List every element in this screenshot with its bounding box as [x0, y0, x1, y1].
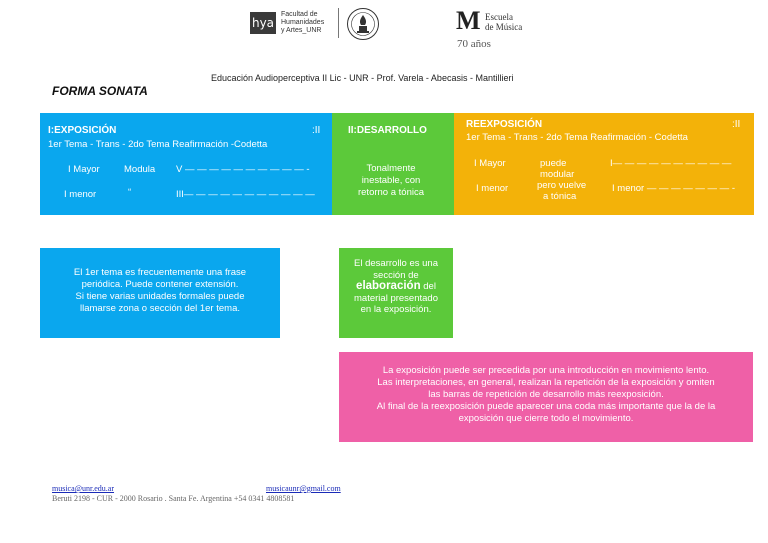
escuela-years: 70 años	[457, 38, 491, 50]
desarrollo-line: inestable, con	[361, 175, 421, 186]
exposicion-ditto: “	[128, 187, 132, 198]
desarrollo-heading: II:DESARROLLO	[348, 125, 427, 136]
hya-logo: hya	[250, 12, 276, 34]
desarrollo-line: retorno a tónica	[357, 187, 424, 198]
exposicion-subheader: 1er Tema - Trans - 2do Tema Reafirmación -Codetta	[48, 139, 268, 150]
desarrollo-description	[332, 163, 450, 199]
note-line: periódica. Puede contener extensión.	[81, 279, 239, 290]
desarrollo-line: Tonalmente	[366, 163, 416, 174]
exposicion-key-major: I Mayor	[68, 164, 100, 175]
note-line: material presentado	[354, 292, 438, 304]
hya-line: Humanidades	[281, 19, 325, 26]
logo-divider	[338, 8, 339, 38]
desarrollo-note	[339, 258, 453, 316]
exposicion-intro-note	[339, 365, 753, 425]
course-line: Educación Audioperceptiva II Lic - UNR - Prof. Varela - Abecasis - Mantillieri	[211, 73, 514, 83]
reexposicion-key-minor: I menor	[476, 183, 509, 194]
exposicion-repeat-sign: :II	[312, 125, 321, 136]
note-line: en la exposición.	[360, 304, 432, 315]
note-line: las barras de repetición de desarrollo más reexposición.	[428, 389, 664, 400]
escuela-logo-letter: M	[456, 6, 481, 35]
hya-line: y Artes_UNR	[281, 27, 322, 34]
note-line: llamarse zona o sección del 1er tema.	[80, 303, 240, 314]
exposicion-dominant-line: V — — — — — — — — — — -	[176, 164, 310, 175]
email-link-musica[interactable]: musica@unr.edu.ar	[52, 484, 115, 493]
reexposicion-heading: REEXPOSICIÓN	[466, 119, 543, 130]
reexposicion-repeat-sign: :II	[732, 119, 741, 130]
note-line: Al final de la reexposición puede aparecer una coda más importante que la de la	[376, 401, 716, 412]
escuela-line: de Música	[485, 22, 523, 32]
footer-address: Beruti 2198 - CUR - 2000 Rosario . Santa Fe. Argentina +54 0341 4808581	[52, 494, 295, 503]
unr-seal-icon	[346, 7, 380, 41]
note-line: Las interpretaciones, en general, realizan la repetición de la exposición y omiten	[377, 377, 715, 388]
escuela-line: Escuela	[485, 12, 513, 22]
reexposicion-mid-line: modular	[540, 169, 575, 180]
reexposicion-mid-line: a tónica	[543, 191, 577, 202]
elaboracion-emphasis: elaboración	[356, 280, 421, 292]
reexposicion-key-major: I Mayor	[474, 158, 506, 169]
note-fragment: del	[420, 281, 436, 292]
note-line: exposición que cierre todo el movimiento.	[458, 413, 634, 424]
hya-line: Facultad de	[281, 11, 318, 18]
reexposicion-mid-line: puede	[540, 158, 567, 169]
note-line: Si tiene varias unidades formales puede	[75, 291, 245, 302]
exposicion-modula: Modula	[124, 164, 156, 175]
reexposicion-subheader: 1er Tema - Trans - 2do Tema Reafirmación - Codetta	[466, 132, 688, 143]
hya-faculty-name	[281, 11, 324, 35]
note-line: El 1er tema es frecuentemente una frase	[73, 267, 247, 278]
note-line: sección de	[373, 269, 419, 281]
exposicion-heading: I:EXPOSICIÓN	[48, 125, 117, 136]
primer-tema-note	[40, 267, 280, 315]
note-line: La exposición puede ser precedida por una introducción en movimiento lento.	[382, 365, 710, 376]
escuela-name	[485, 12, 522, 32]
email-link-musicaunr[interactable]: musicaunr@gmail.com	[266, 484, 341, 493]
exposicion-relative-line: III— — — — — — — — — — —	[176, 189, 315, 200]
reexposicion-tonic-line: I— — — — — — — — — —	[610, 158, 732, 169]
page-title: FORMA SONATA	[52, 84, 148, 98]
reexposicion-mid-line: pero vuelve	[537, 180, 587, 191]
reexposicion-modulation-note	[528, 158, 608, 202]
note-line	[339, 281, 453, 293]
exposicion-key-minor: I menor	[64, 189, 97, 200]
reexposicion-minor-line: I menor — — — — — — — -	[612, 183, 735, 194]
note-line: El desarrollo es una	[354, 258, 438, 269]
